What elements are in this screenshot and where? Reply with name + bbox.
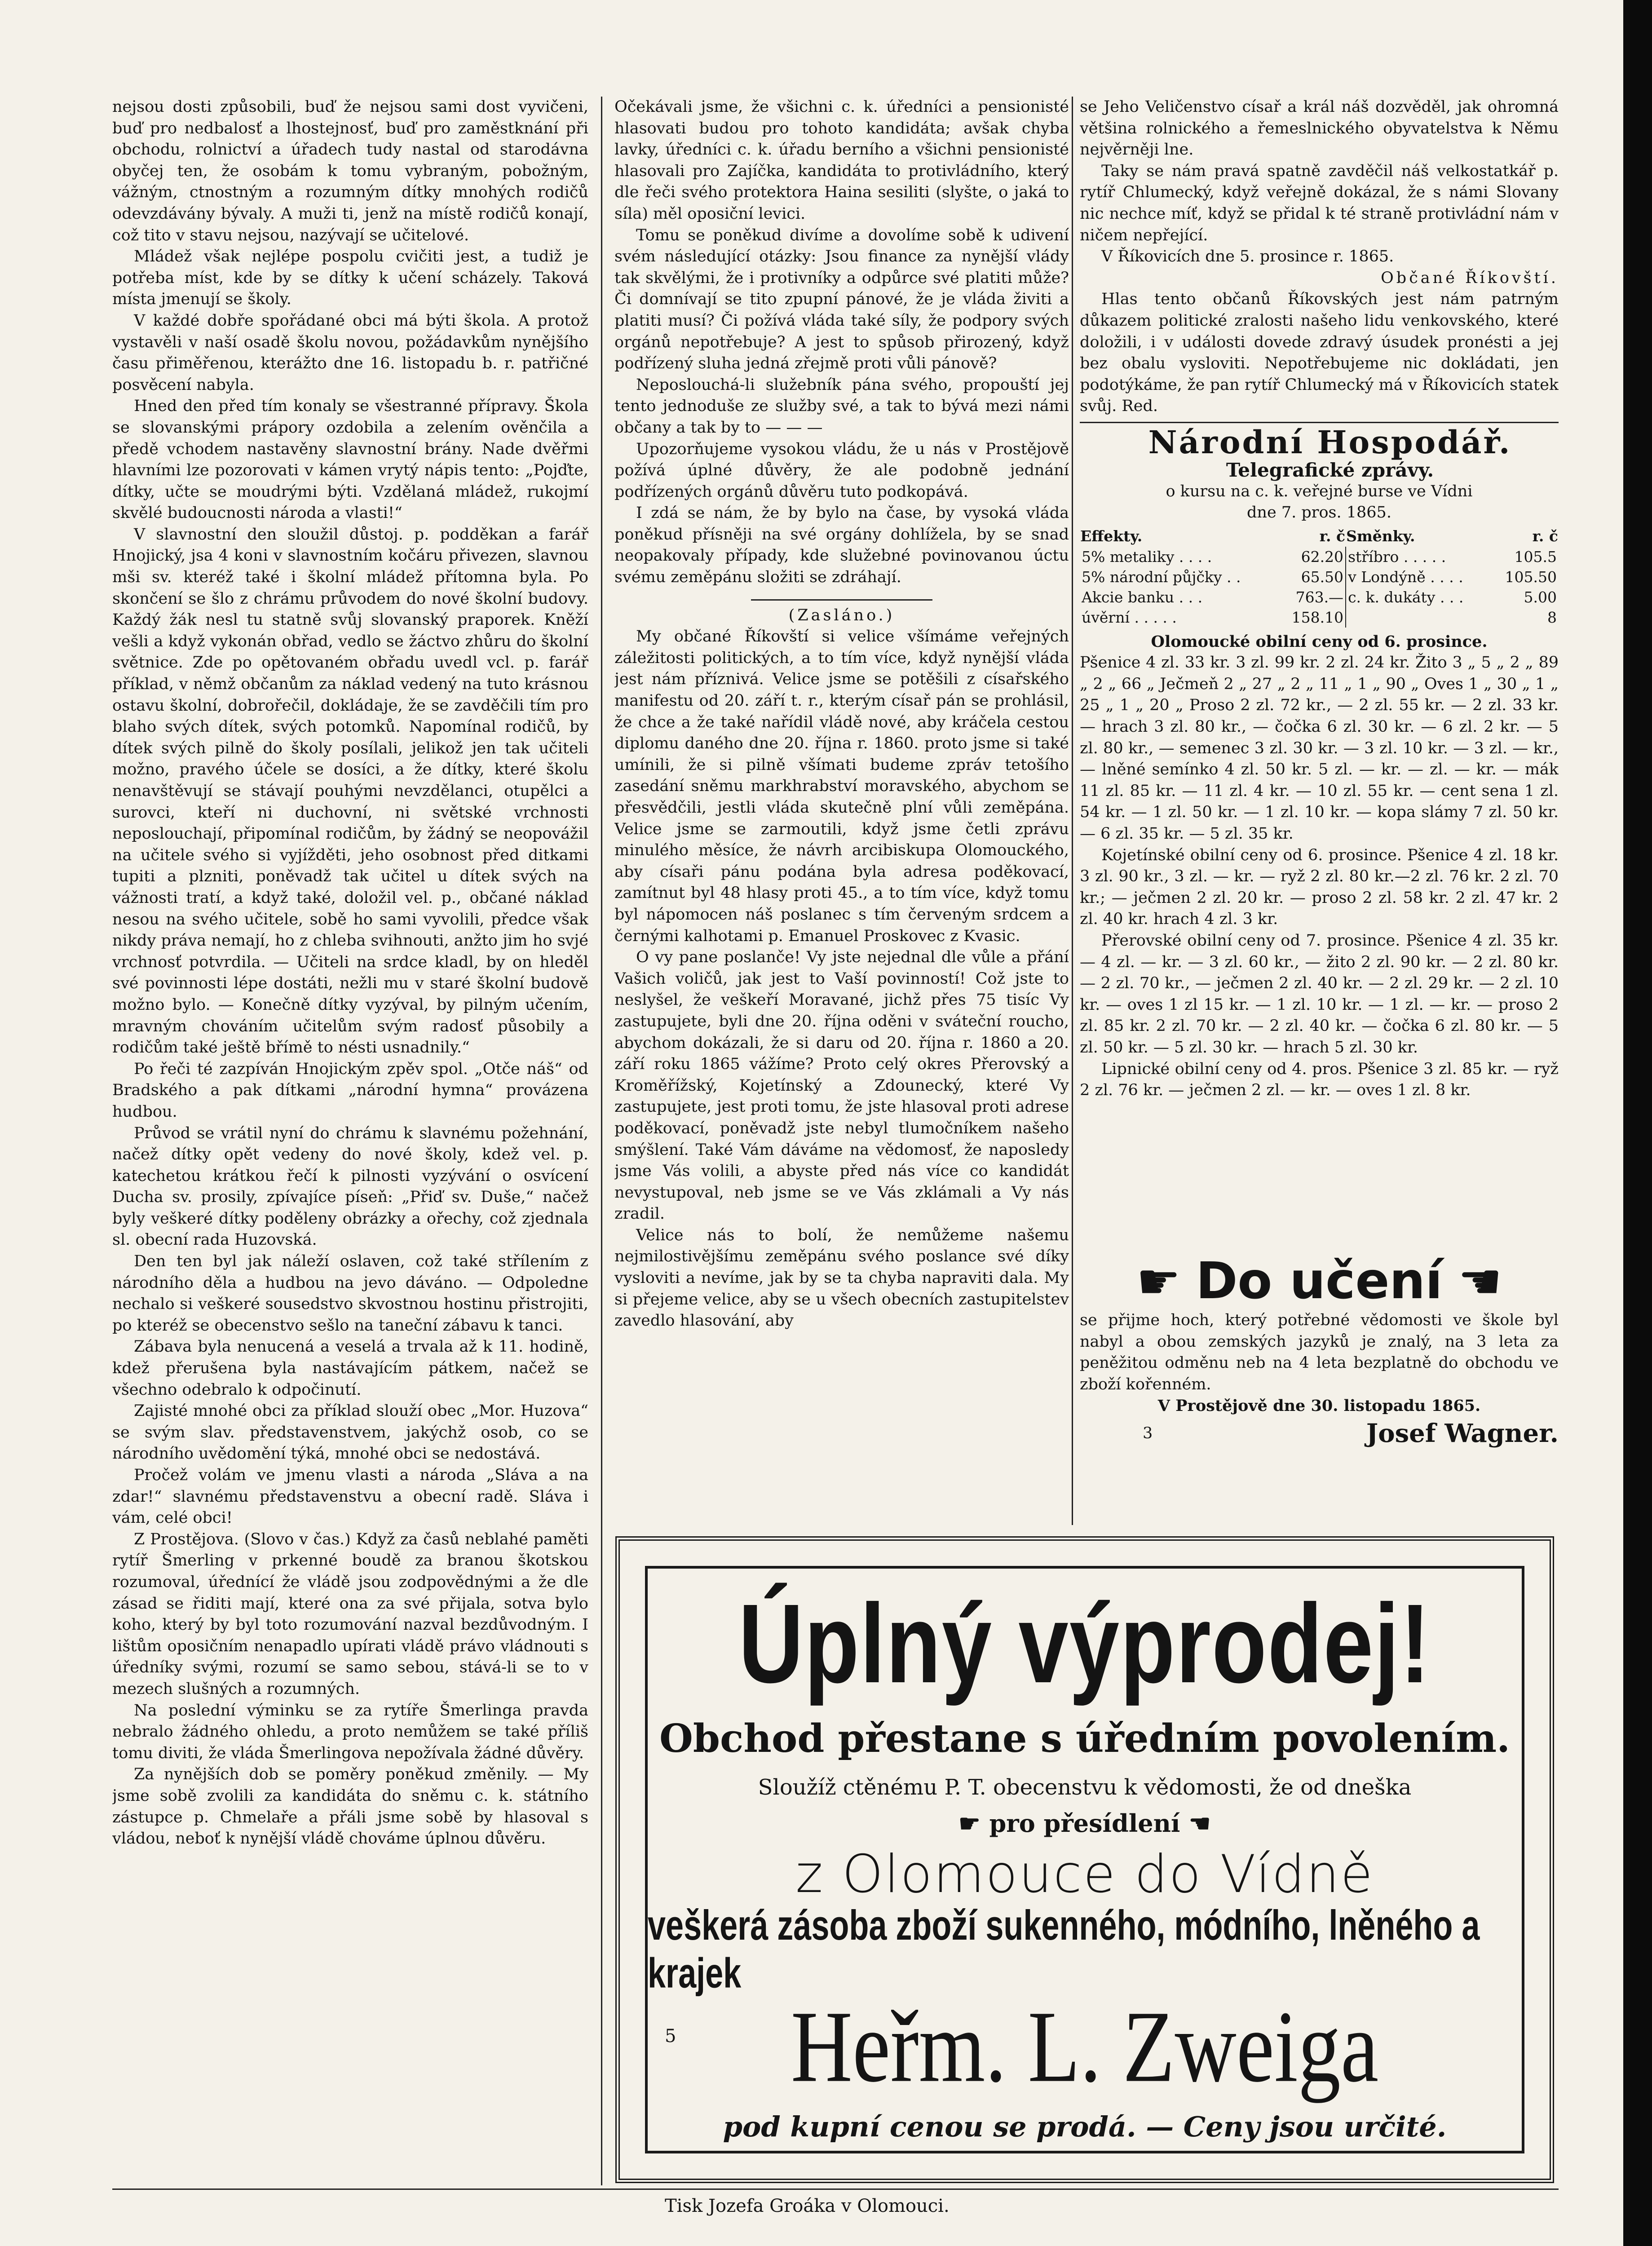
ad-text: se přijme hoch, který potřebné vědomosti ve škole byl nabyl a obou zemských jazyků je znalý, na 3 leta za peněžitou odměnu neb na 4 leta bezplatně do obchodu ve zboží kořenném. bbox=[1080, 1311, 1559, 1393]
section-heading-zaslano: (Zasláno.) bbox=[788, 606, 895, 624]
ad-place-date: V Prostějově dne 30. listopadu 1865. bbox=[1157, 1397, 1481, 1415]
table-row bbox=[1080, 567, 1559, 587]
table-cell: Akcie banku . . . bbox=[1082, 588, 1203, 606]
article-paragraph: nejsou dosti způsobili, buď že nejsou sami dost vyvičeni, buď pro nedbalosť a lhostejnosť, buď pro zaměstknání při obchodu, rolnictví a úřadech tudy nastal od starodávna obyčej ten, že osobám k tomu vybraným, pobožným, vážným, ctnostným a rozumným dítky mnohých rodičů odevzdávány bývaly. A muži ti, jenž na místě rodičů konají, což tito v stavu nejsou, nazývají se učitelové. bbox=[112, 98, 588, 244]
ad-relocation-row bbox=[959, 1809, 1211, 1838]
pointing-hand-left-icon: ☛ bbox=[1189, 1809, 1211, 1838]
ad-do-uceni bbox=[1080, 1249, 1559, 1527]
ad-signature: Josef Wagner. bbox=[1366, 1418, 1559, 1448]
article-paragraph: Hlas tento občanů Říkovských jest nám patrným důkazem politické zralosti našeho lidu venkovského, které doložili, i v události dovede zdravý úsudek pronésti a jej bez obalu vysloviti. Nepotřebujeme nic dokládati, jen podotýkáme, že pan rytíř Chlumecký má v Říkovicích statek svůj. Red. bbox=[1080, 290, 1559, 416]
table-cell bbox=[1346, 607, 1491, 628]
market-prices: Lipnické obilní ceny od 4. pros. Pšenice 3 zl. 85 kr. — ryž 2 zl. 76 kr. — ječmen 2 zl. — kr. — oves 1 zl. 8 kr. bbox=[1080, 1060, 1559, 1100]
article-paragraph: O vy pane poslanče! Vy jste nejednal dle vůle a přání Vašich voličů, jak jest to Vaší povinností! Což jste to neslyšel, že veškeří Moravané, jichž přes 75 tisíc Vy zastupujete, byli dne 20. října oděni v sváteční roucho, abychom dokázali, že si daru od 20. října r. 1860 a 20. září roku 1865 vážíme? Proto celý okres Přerovský a Kroměřížský, Kojetínský a Zdounecký, které Vy zastupujete, jest proti tomu, že jste hlasoval proti adrese poděkovací, poněvadž jste nebyl tlumočníkem našeho smýšlení. Také Vám dáváme na vědomosť, že naposledy jsme Vás volili, a abyste před nás více co kandidát nevystupoval, neb jsme se ve Vás zklámali a Vy nás zradil. bbox=[614, 948, 1069, 1223]
table-header: Effekty. bbox=[1080, 527, 1143, 545]
article-paragraph: Z Prostějova. (Slovo v čas.) Když za časů neblahé paměti rytíř Šmerling v prkenné boudě za branou škotskou rozumoval, úřednící že vládě jsou zodpovědnými a že dle zásad se řiditi mají, které ona za své přijala, sotva bylo koho, který by byl toto rozumování nazval bezdůvodným. I lištům oposičním nenapadlo upírati vládě právo vládnouti s úředníky svými, rozumí se samo sebou, stává-li se to v mezech slušných a rozumných. bbox=[112, 1530, 588, 1698]
market-heading: Olomoucké obilní ceny od 6. prosince. bbox=[1151, 632, 1488, 651]
article-paragraph: Velice nás to bolí, že nemůžeme našemu nejmilostivějšímu zeměpánu svého poslance své díky vysloviti a nevíme, jak by se ta chyba napraviti dala. My si přejeme velice, aby se u všech obecních zastupitelstev zavedlo hlasování, aby bbox=[614, 1226, 1069, 1330]
signature: Občané Říkovští. bbox=[1381, 269, 1559, 287]
section-rule bbox=[751, 599, 933, 601]
article-paragraph: Taky se nám pravá spatně zavděčil náš velkostatkář p. rytíř Chlumecký, když veřejně dokázal, že s námi Slovany nic nechce míť, když se přidal k té straně protivládní nám v ničem nepřející. bbox=[1080, 162, 1559, 244]
table-cell: 8 bbox=[1547, 608, 1557, 626]
article-paragraph: V každé dobře spořádané obci má býti škola. A protož vystavěli v naší osadě školu novou, požádavkům nynějšího času přiměřenou, kterážto dne 16. listopadu b. r. patřičné posvěcení nabyla. bbox=[112, 311, 588, 394]
table-row bbox=[1080, 607, 1559, 628]
table-row bbox=[1080, 587, 1559, 607]
article-paragraph: I zdá se nám, že by bylo na čase, by vysoká vláda poněkud přísněji na své orgány dohlížela, by se snad neopakovaly případy, kde služebné povinovanou úctu svému zeměpánu složiti se zdráhají. bbox=[614, 504, 1069, 587]
printer-imprint: Tisk Jozefa Groáka v Olomouci. bbox=[665, 2196, 950, 2216]
table-cell: 105.5 bbox=[1514, 548, 1557, 566]
column-divider bbox=[1072, 97, 1073, 1525]
column-2 bbox=[614, 97, 1069, 1336]
ad-number: 3 bbox=[1143, 1424, 1153, 1442]
pointing-hand-right-icon: ☛ bbox=[959, 1809, 981, 1838]
table-header: r. č bbox=[1319, 527, 1346, 545]
table-header-row bbox=[1080, 526, 1559, 547]
pointing-hand-left-icon: ☛ bbox=[1458, 1253, 1502, 1310]
ad-headline: Do učení bbox=[1196, 1252, 1443, 1311]
table-cell: stříbro . . . . . bbox=[1346, 547, 1491, 567]
pointing-hand-right-icon: ☛ bbox=[1136, 1253, 1181, 1310]
article-paragraph: se Jeho Veličenstvo císař a král náš dozvěděl, jak ohromná většina rolnického a řemeslnického obyvatelstva k Němu nejvěrněji lne. bbox=[1080, 98, 1559, 159]
article-paragraph: Den ten byl jak náleží oslaven, což také střílením z národního děla a hudbou na jevo dáváno. — Odpoledne nechalo si veškeré sousedstvo skvostnou hostinu přistrojiti, po kteréž se obecenstvo sešlo na taneční zábavu k tanci. bbox=[112, 1252, 588, 1335]
page-edge-dark bbox=[1623, 0, 1652, 2246]
table-cell: 62.20 bbox=[1301, 548, 1344, 566]
article-paragraph: My občané Říkovští si velice všímáme veřejných záležitosti politických, a to tím více, když nynější vláda jest nám příznivá. Velice jsme se potěšili z císařského manifestu od 20. září t. r., kterým císař pán se prohlásil, že chce a že také nařídil vládě nové, aby kráčela cestou diplomu daného dne 20. října r. 1860. proto jsme si také umínili, že si pilně všímati budeme zpráv tetošího zasedání sněmu markhrabství moravského, abychom se přesvědčili, jestli vláda skutečně plní vůli zeměpána. Velice jsme se zarmoutili, když jsme četli zprávu minulého měsíce, že návrh arcibiskupa Olomouckého, aby císaři pánu podána byla adresa poděkovací, zamítnut byl 48 hlasy proti 45., a to tím více, když tomu byl nápomocen náš poslanec s tím červeným srdcem a černými kalhotami p. Emanuel Proskovec z Kvasic. bbox=[614, 628, 1069, 945]
ad-price-note: pod kupní cenou se prodá. — Ceny jsou určité. bbox=[723, 2110, 1447, 2143]
table-row bbox=[1080, 547, 1559, 567]
table-cell: 5.00 bbox=[1524, 588, 1557, 606]
article-paragraph: Hned den před tím konaly se všestranné přípravy. Škola se slovanskými prápory ozdobila a zelením ověnčila a předě vchodem nastavěny slavnostní brány. Nade dvěřmi hlavními lze pozorovati v kámen vrytý nápis tento: „Pojďte, dítky, učte se moudrými býti. Vzdělaná mládež, rukojmí skvělé budoucnosti národa a vlasti!“ bbox=[112, 397, 588, 522]
table-header: Směnky. bbox=[1346, 527, 1415, 545]
table-cell: 158.10 bbox=[1291, 608, 1344, 626]
article-paragraph: Za nynějších dob se poměry poněkud změnily. — My jsme sobě zvolili za kandidáta do sněmu c. k. státního zástupce p. Chmelaře a přáli jsme sobě by hlasoval s vládou, neboť k nynější vládě chováme úplnou důvěru. bbox=[112, 1765, 588, 1848]
article-paragraph: Neposlouchá-li služebník pána svého, propouští jej tento jednoduše ze služby své, a tak to bývá mezi námi občany a tak by to — — — bbox=[614, 376, 1069, 437]
ad-goods: veškerá zásoba zboží sukenného, módního, lněného a krajek bbox=[648, 1902, 1480, 1997]
article-paragraph: Na poslední výminku se za rytíře Šmerlinga pravda nebralo žádného ohledu, a proto nemůžem se také příliš tomu diviti, že vláda Šmerlingova nepožívala žádné důvěry. bbox=[112, 1701, 588, 1762]
article-paragraph: Mládež však nejlépe pospolu cvičiti jest, a tudiž je potřeba míst, kde by se dítky k učení scházely. Taková místa jmenují se školy. bbox=[112, 248, 588, 309]
section-intro: o kursu na c. k. veřejné burse ve Vídni bbox=[1166, 482, 1473, 500]
table-cell: c. k. dukáty . . . bbox=[1346, 587, 1491, 607]
market-prices: Kojetínské obilní ceny od 6. prosince. Pšenice 4 zl. 18 kr. 3 zl. 90 kr., 3 zl. — kr. — ryž 2 zl. 80 kr.—2 zl. 76 kr. 2 zl. 70 kr.; — ječmen 2 zl. 20 kr. — proso 2 zl. 58 kr. 2 zl. 47 kr. 2 zl. 40 kr. hrach 4 zl. 3 kr. bbox=[1080, 846, 1559, 928]
article-paragraph: V slavnostní den sloužil důstoj. p. podděkan a farář Hnojický, jsa 4 koni v slavnostním kočáru přivezen, slavnou mši sv. kteréž také i školní mládež přítomna byla. Po skončení se šlo z chrámu průvodem do nové školní budovy. Každý žák nesl tu statně svůj slovanský praporek. Kněží vešli a když vykonán obřad, vedlo se žáctvo zhůru do školní světnice. Zde po opětovaném obřadu uvedl vcl. p. farář příklad, v němž občanům za náklad vedený na tuto krásnou ostavu školní, dobrořečil, dokládaje, že se zavděčili tím pro blaho svých dítek, svých potomků. Napomínal rodičů, by dítek svých pilně do školy posílali, jelikož jen tak učiteli možno, pravého účele se dosíci, a že dítky, které školu nenavštěvují se stávají pouhými nevzdělanci, otupělci a surovci, kteří ni duchovní, ni světské vrchnosti neposlouchají, připomínal rodičům, by žádný se neopovážil na učitele svého si vyjížděti, jeho osobnost před ditkami tupiti a plzniti, poněvadž tak učitel u dítek svých na vážnosti tratí, a když také, doložil vel. p., občané náklad nesou na svého učitele, sobě ho sami vyvolili, předce však nikdy práva nemají, ho z chleba svihnouti, anžto jim ho svjé vrchnosť potvrdila. — Učiteli na srdce kladl, by on hleděl své povinnosti lépe dostáti, nežli mu v staré školní budově možno bylo. — Konečně dítky vyzýval, by pilným učením, mravným chováním učitelům svým radosť působily a rodičům také ještě břímě to nésti usnadnily.“ bbox=[112, 525, 588, 1057]
ad-signature-row bbox=[1080, 1418, 1559, 1448]
article-paragraph: Průvod se vrátil nyní do chrámu k slavnému požehnání, načež dítky opět vedeny do nové školy, kdež vel. p. katechetou krátkou řečí k pilnosti vyzývání o osvícení Ducha sv. prosily, zpívajíce píseň: „Přiď sv. Duše,“ načež byly veškeré dítky poděleny obrázky a ořechy, což zjednala sl. obecní rada Huzovská. bbox=[112, 1124, 588, 1249]
ad-merchant-name: Heřm. L. Zweiga bbox=[791, 1990, 1379, 2104]
table-cell: 5% národní půjčky . . bbox=[1082, 568, 1241, 586]
article-paragraph: Pročež volám ve jmenu vlasti a národa „Sláva a na zdar!“ slavnému představenstvu a obecní radě. Sláva i vám, celé obci! bbox=[112, 1466, 588, 1527]
table-cell: 763.— bbox=[1295, 588, 1344, 606]
ad-relocation: pro přesídlení bbox=[989, 1809, 1180, 1838]
column-1 bbox=[112, 97, 588, 2060]
table-cell: v Londýně . . . . bbox=[1346, 567, 1491, 587]
article-paragraph: Zajisté mnohé obci za příklad slouží obec „Mor. Huzova“ se svým slav. představenstvem, jakýchž osob, co se národního uvědomění týká, mnohé obci se nedostává. bbox=[112, 1402, 588, 1463]
market-prices: Přerovské obilní ceny od 7. prosince. Pšenice 4 zl. 35 kr. — 4 zl. — kr. — 3 zl. 60 kr., — žito 2 zl. 90 kr. — 2 zl. 80 kr. — 2 zl. 70 kr., — ječmen 2 zl. 40 kr. — 2 zl. 29 kr. — 2 zl. 10 kr. — oves 1 zl 15 kr. — 1 zl. 10 kr. — 1 zl. — kr. — proso 2 zl. 85 kr. 2 zl. 70 kr. — 2 zl. 40 kr. — čočka 6 zl. 80 kr. — 5 zl. 50 kr. — 5 zl. 30 kr. — hrach 5 zl. 30 kr. bbox=[1080, 932, 1559, 1057]
ad-uplny-vyprodej bbox=[615, 1536, 1554, 2183]
table-cell: 5% metaliky . . . . bbox=[1082, 548, 1212, 566]
ad-main-headline: Úplný výprodej! bbox=[738, 1581, 1431, 1707]
section-date: dne 7. pros. 1865. bbox=[1247, 504, 1391, 522]
table-header: r. č bbox=[1532, 527, 1558, 545]
section-rule bbox=[1080, 422, 1559, 423]
article-paragraph: V Říkovicích dne 5. prosince r. 1865. bbox=[1101, 248, 1394, 266]
article-paragraph: Po řeči té zazpíván Hnojickým zpěv spol. „Otče náš“ od Bradského a pak dítkami „národní hymna“ provázena hudbou. bbox=[112, 1060, 588, 1121]
article-paragraph: Tomu se poněkud divíme a dovolíme sobě k udivení svém následující otázky: Jsou finance za nynější vlády tak skvělými, že i protivníky a odpůrce své platiti může? Či domnívají se tito zpupní pánové, že je vláda živiti a platiti musí? Či požívá vláda také síly, že podpory svých orgánů nepotřebuje? A jest to spůsob přirozený, když podřízený sluha jedná zřejmě proti vůli pánově? bbox=[614, 226, 1069, 373]
footer-rule bbox=[112, 2189, 1559, 2190]
table-cell: 65.50 bbox=[1301, 568, 1344, 586]
table-cell: 105.50 bbox=[1505, 568, 1557, 586]
section-subtitle: Telegrafické zprávy. bbox=[1226, 459, 1434, 481]
article-paragraph: Očekávali jsme, že všichni c. k. úředníci a pensionisté hlasovati budou pro tohoto kandidáta; avšak chyba lavky, úředníci c. k. úřadu berního a všichni pensionisté hlasovali pro Zajíčka, kandidáta to protivládního, který dle řeči svého protektora Haina sesiliti (slyšte, o jaká to síla) měl oposiční levici. bbox=[614, 98, 1069, 223]
ad-route: z Olomouce do Vídně bbox=[795, 1844, 1374, 1905]
ad-headline-row bbox=[1080, 1252, 1559, 1311]
section-title-narodni-hospodar: Národní Hospodář. bbox=[1148, 423, 1512, 461]
ad-subheadline: Obchod přestane s úředním povolením. bbox=[659, 1716, 1511, 1761]
exchange-table bbox=[1080, 526, 1559, 628]
market-prices: Pšenice 4 zl. 33 kr. 3 zl. 99 kr. 2 zl. 24 kr. Žito 3 „ 5 „ 2 „ 89 „ 2 „ 66 „ Ječmeň 2 „ 27 „ 2 „ 11 „ 1 „ 90 „ Oves 1 „ 30 „ 1 „ 25 „ 1 „ 20 „ Proso 2 zl. 72 kr., — 2 zl. 55 kr. — 2 zl. 33 kr. — hrach 3 zl. 80 kr., — čočka 6 zl. 30 kr. — 6 zl. 2 kr. — 5 zl. 80 kr., — semenec 3 zl. 30 kr. — 3 zl. 10 kr. — 3 zl. — kr., — lněné semínko 4 zl. 50 kr. 5 zl. — kr. — zl. — kr. — mák 11 zl. 85 kr. — 11 zl. 4 kr. — 10 zl. 55 kr. — cent sena 1 zl. 54 kr. — 1 zl. 50 kr. — 1 zl. 10 kr. — kopa slámy 7 zl. 50 kr. — 6 zl. 35 kr. — 5 zl. 35 kr. bbox=[1080, 654, 1559, 843]
article-paragraph: Zábava byla nenucená a veselá a trvala až k 11. hodině, kdež přerušena byla nastávajícím pátkem, načež se všechno odebralo k odpočinutí. bbox=[112, 1338, 588, 1399]
ad-inner-frame bbox=[645, 1566, 1524, 2153]
ad-number: 5 bbox=[665, 2026, 676, 2047]
column-3 bbox=[1080, 97, 1559, 1148]
article-paragraph: Upozorňujeme vysokou vládu, že u nás v Prostějově požívá úplné důvěry, že ale podobně jednání podřízených orgánů důvěru tuto podkopává. bbox=[614, 440, 1069, 501]
table-cell: úvěrní . . . . . bbox=[1082, 608, 1177, 626]
ad-notice: Sloužíž ctěnému P. T. obecenstvu k vědomosti, že od dneška bbox=[758, 1775, 1412, 1800]
column-divider bbox=[601, 97, 602, 2185]
